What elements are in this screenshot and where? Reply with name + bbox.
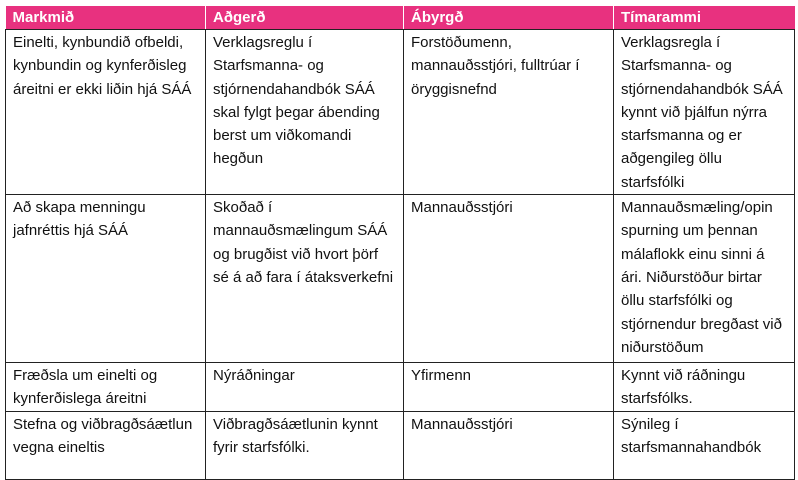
cell-responsibility: Forstöðumenn, mannauðsstjóri, fulltrúar í öryggisnefnd [404, 30, 614, 195]
table-row [6, 195, 795, 363]
table-row [6, 411, 795, 479]
cell-responsibility: Mannauðsstjóri [404, 411, 614, 479]
cell-action: Nýráðningar [206, 363, 404, 412]
header-markmid: Markmið [6, 6, 206, 30]
header-abyrgd: Ábyrgð [404, 6, 614, 30]
header-adgerd: Aðgerð [206, 6, 404, 30]
cell-action: Viðbragðsáætlunin kynnt fyrir starfsfólki. [206, 411, 404, 479]
cell-timeframe: Kynnt við ráðningu starfsfólks. [614, 363, 795, 412]
cell-responsibility: Mannauðsstjóri [404, 195, 614, 363]
cell-action: Skoðað í mannauðsmælingum SÁÁ og brugðist við hvort þörf sé á að fara í átaksverkefni [206, 195, 404, 363]
table-row [6, 30, 795, 195]
cell-goal: Fræðsla um einelti og kynferðislega áreitni [6, 363, 206, 412]
cell-timeframe: Sýnileg í starfsmannahandbók [614, 411, 795, 479]
table-header-row [6, 6, 795, 30]
policy-table [5, 6, 795, 480]
header-timarammi: Tímarammi [614, 6, 795, 30]
cell-goal: Einelti, kynbundið ofbeldi, kynbundin og kynferðisleg áreitni er ekki liðin hjá SÁÁ [6, 30, 206, 195]
cell-goal: Stefna og viðbragðsáætlun vegna eineltis [6, 411, 206, 479]
cell-timeframe: Mannauðsmæling/opin spurning um þennan málaflokk einu sinni á ári. Niðurstöður birtar öllu starfsfólki og stjórnendur bregðast við niðurstöðum [614, 195, 795, 363]
policy-table-container [5, 6, 794, 480]
table-row [6, 363, 795, 412]
cell-timeframe: Verklagsregla í Starfsmanna- og stjórnendahandbók SÁÁ kynnt við þjálfun nýrra starfsmanna og er aðgengileg öllu starfsfólki [614, 30, 795, 195]
cell-goal: Að skapa menningu jafnréttis hjá SÁÁ [6, 195, 206, 363]
cell-responsibility: Yfirmenn [404, 363, 614, 412]
cell-action: Verklagsreglu í Starfsmanna- og stjórnendahandbók SÁÁ skal fylgt þegar ábending berst um viðkomandi hegðun [206, 30, 404, 195]
